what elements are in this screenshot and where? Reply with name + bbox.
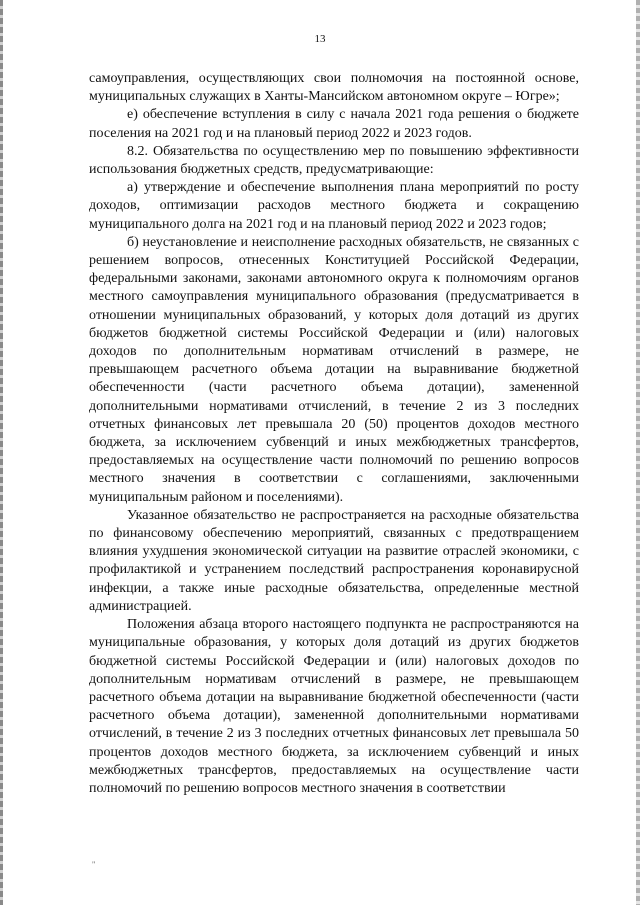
paragraph-continuation: самоуправления, осуществляющих свои полномочия на постоянной основе, муниципальных служащих в Ханты-Мансийском автономном округе – Югре»; [89, 71, 579, 105]
scan-edge-left [0, 0, 3, 905]
paragraph-item-e: е) обеспечение вступления в силу с начала 2021 года решения о бюджете поселения на 2021 год и на плановый период 2022 и 2023 годов. [89, 107, 579, 141]
document-body [89, 70, 579, 798]
paragraph-provisions: Положения абзаца второго настоящего подпункта не распространяются на муниципальные образования, у которых доля дотаций из других бюджетов бюджетной системы Российской Федерации и (или) налоговых доходов по дополнительным нормативам отчислений в размере, не превышающем расчетного объема дотации на выравнивание бюджетной обеспеченности (части расчетного объема дотации), замененной дополнительными нормативами отчислений, в течение 2 из 3 последних отчетных финансовых лет превышала 50 процентов доходов местного бюджета, за исключением субвенций и иных межбюджетных трансфертов, предоставляемых на осуществление части полномочий по решению вопросов местного значения в соответствии [89, 617, 579, 796]
paragraph-exception: Указанное обязательство не распространяется на расходные обязательства по финансовому обеспечению мероприятий, связанных с предотвращением влияния ухудшения экономической ситуации на развитие отраслей экономики, с профилактикой и устранением последствий распространения коронавирусной инфекции, а также иные расходные обязательства, определенные местной администрацией. [89, 507, 579, 614]
paragraph-item-a: а) утверждение и обеспечение выполнения плана мероприятий по росту доходов, оптимизации расходов местного бюджета и сокращению муниципального долга на 2021 год и на плановый период 2022 и 2023 годов; [89, 180, 579, 232]
paragraph-item-b: б) неустановление и неисполнение расходных обязательств, не связанных с решением вопросов, отнесенных Конституцией Российской Федерации, федеральными законами, законами автономного округа к полномочиям органов местного самоуправления муниципального образования (предусматривается в отношении муниципальных образований, у которых доля дотаций из других бюджетов бюджетной системы Российской Федерации и (или) налоговых доходов по дополнительным нормативам отчислений в размере, не превышающем расчетного объема дотации на выравнивание бюджетной обеспеченности (части расчетного объема дотации), замененной дополнительными нормативами отчислений, в течение 2 из 3 последних отчетных финансовых лет превышала 20 (50) процентов доходов местного бюджета, за исключением субвенций и иных межбюджетных трансфертов, предоставляемых на осуществление части полномочий по решению вопросов местного значения в соответствии с соглашениями, заключенными муниципальным районом и поселениями). [89, 234, 579, 505]
paragraph-8-2: 8.2. Обязательства по осуществлению мер по повышению эффективности использования бюджетных средств, предусматривающие: [89, 143, 579, 178]
scan-mark: " [92, 860, 96, 869]
scan-edge-right [636, 0, 640, 905]
page-number: 13 [314, 33, 326, 45]
